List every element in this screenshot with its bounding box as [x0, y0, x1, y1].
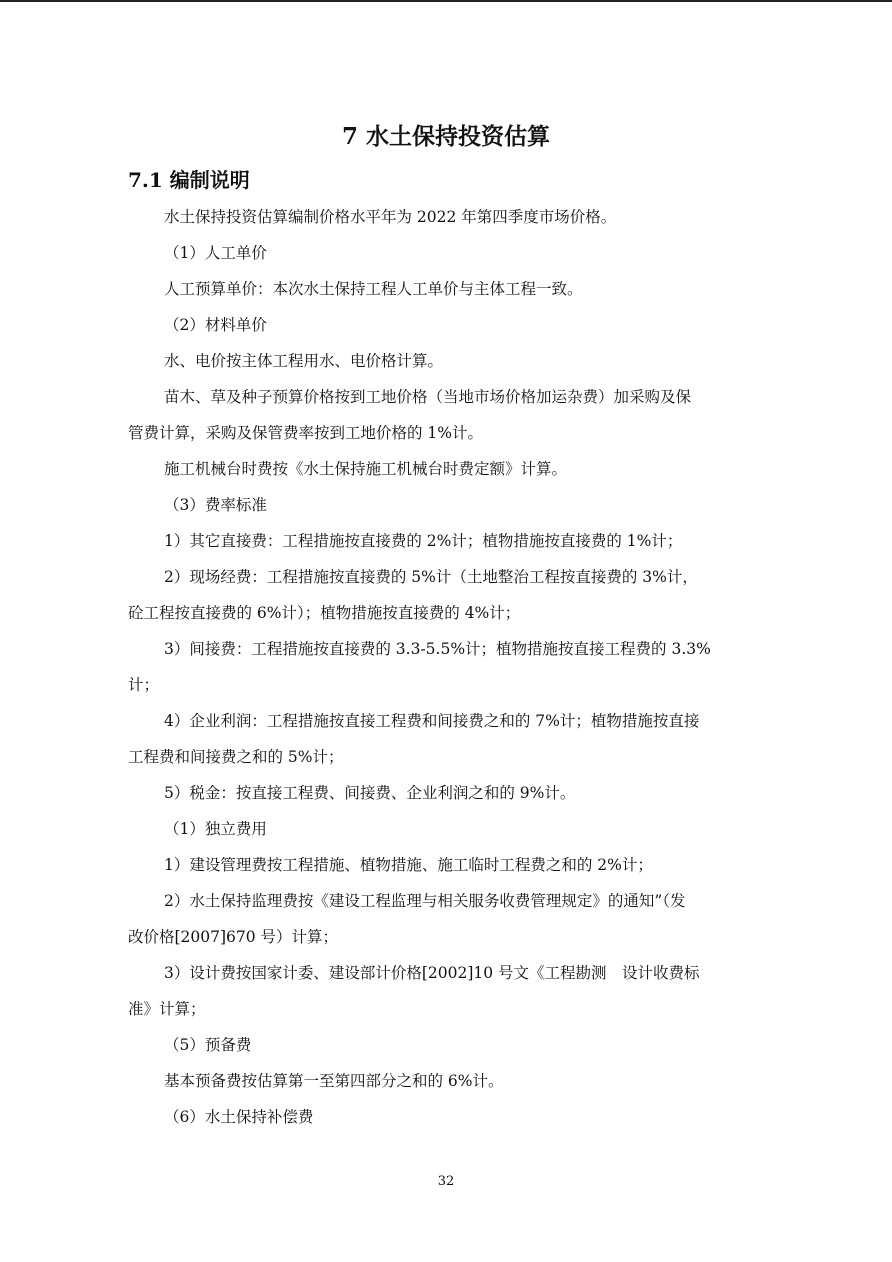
paragraph-line: 水、电价按主体工程用水、电价格计算。 [164, 352, 444, 370]
paragraph-line: 管费计算，采购及保管费率按到工地价格的 1%计。 [128, 424, 484, 442]
paragraph-line: 1）其它直接费：工程措施按直接费的 2%计；植物措施按直接费的 1%计； [164, 532, 683, 550]
paragraph-line: 4）企业利润：工程措施按直接工程费和间接费之和的 7%计；植物措施按直接 [164, 712, 700, 730]
paragraph-line: （3）费率标准 [164, 496, 267, 514]
paragraph-line: 5）税金：按直接工程费、间接费、企业利润之和的 9%计。 [164, 784, 576, 802]
section-title: 7.1 编制说明 [128, 168, 250, 192]
paragraph-line: 计； [128, 676, 160, 694]
page-number: 32 [437, 1174, 455, 1189]
paragraph-line: （5）预备费 [164, 1036, 252, 1054]
paragraph-line: （2）材料单价 [164, 316, 267, 334]
paragraph-line: 3）设计费按国家计委、建设部计价格[2002]10 号文《工程勘测 设计收费标 [164, 964, 700, 982]
paragraph-line: 基本预备费按估算第一至第四部分之和的 6%计。 [164, 1072, 504, 1090]
chapter-title: 7 水土保持投资估算 [341, 123, 550, 150]
paragraph-line: 2）水土保持监理费按《建设工程监理与相关服务收费管理规定》的通知”（发 [164, 892, 686, 910]
paragraph-line: （1）独立费用 [164, 820, 267, 838]
paragraph-line: 工程费和间接费之和的 5%计； [128, 748, 344, 766]
paragraph-line: 人工预算单价：本次水土保持工程人工单价与主体工程一致。 [164, 280, 583, 298]
paragraph-line: （6）水土保持补偿费 [164, 1108, 314, 1126]
paragraph-line: （1）人工单价 [164, 244, 267, 262]
paragraph-line: 1）建设管理费按工程措施、植物措施、施工临时工程费之和的 2%计； [164, 856, 653, 874]
paragraph-line: 施工机械台时费按《水土保持施工机械台时费定额》计算。 [164, 460, 568, 478]
paragraph-line: 准》计算； [128, 1000, 206, 1018]
paragraph-line: 砼工程按直接费的 6%计）；植物措施按直接费的 4%计； [128, 604, 521, 622]
paragraph-line: 改价格[2007]670 号）计算； [128, 928, 339, 946]
paragraph-line: 苗木、草及种子预算价格按到工地价格（当地市场价格加运杂费）加采购及保 [164, 388, 692, 406]
paragraph-line: 2）现场经费：工程措施按直接费的 5%计（土地整治工程按直接费的 3%计， [164, 568, 698, 586]
paragraph-line: 3）间接费：工程措施按直接费的 3.3-5.5%计；植物措施按直接工程费的 3.3% [164, 640, 711, 658]
paragraph-line: 水土保持投资估算编制价格水平年为 2022 年第四季度市场价格。 [164, 208, 617, 226]
